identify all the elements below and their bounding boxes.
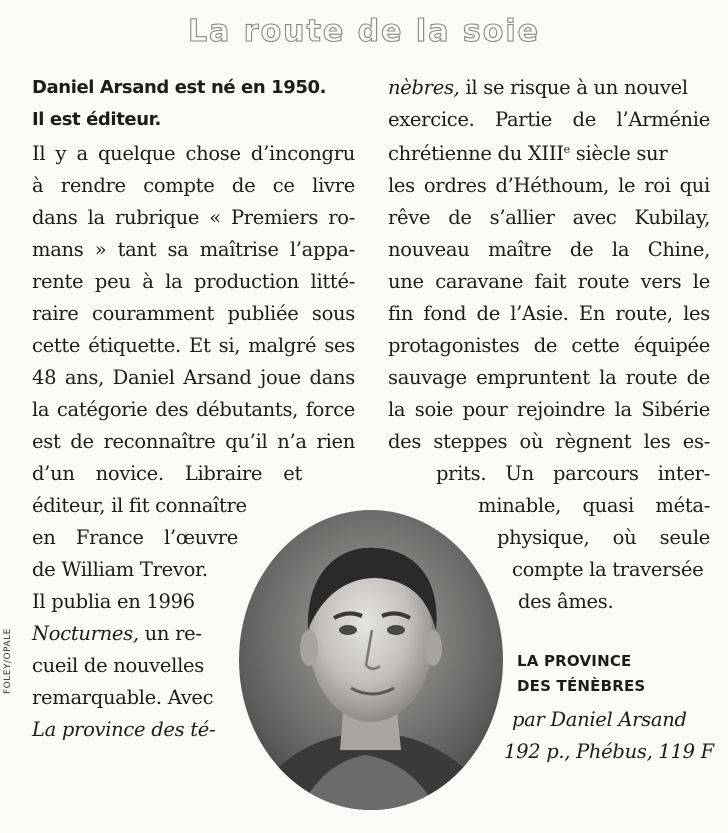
col1-line-book-title: La province des té- (32, 718, 216, 741)
nocturnes-title: Nocturnes, (32, 622, 139, 645)
book-title-line-1: LA PROVINCE (517, 652, 632, 670)
article-title: La route de la soie (187, 14, 541, 49)
col1-line: d’un novice. Libraire et (32, 462, 302, 485)
col2-line: rêve de s’allier avec Kubilay, (388, 206, 710, 229)
col1-line-nocturnes (32, 618, 232, 650)
col1-line: éditeur, il fit connaître (32, 494, 247, 517)
col1-line: Il y a quelque chose d’incongru (32, 142, 355, 165)
col2-line: la soie pour rejoindre la Sibérie (388, 398, 710, 421)
col2-line: minable, quasi méta- (478, 494, 710, 517)
book-title-line-2: DES TÉNÈBRES (517, 677, 646, 695)
author-intro-line-2: Il est éditeur. (32, 109, 161, 130)
col1-line: raire couramment publiée sous (32, 302, 355, 325)
author-intro-line-1: Daniel Arsand est né en 1950. (32, 77, 327, 98)
col1-line: à rendre compte de ce livre (32, 174, 355, 197)
col1-line: cueil de nouvelles (32, 654, 204, 677)
book-details: 192 p., Phébus, 119 F (504, 740, 714, 763)
col1-line: Il publia en 1996 (32, 590, 195, 613)
author-portrait (236, 510, 506, 820)
col2-line (388, 72, 710, 104)
col2-line: prits. Un parcours inter- (436, 462, 710, 485)
photo-credit: FOLEY/OPALE (3, 628, 13, 694)
col1-line: 48 ans, Daniel Arsand joue dans (32, 366, 355, 389)
col2-text: il se risque à un nouvel (459, 76, 688, 99)
book-title-fragment: nèbres, (388, 76, 460, 99)
col2-text: chrétienne du XIII (388, 142, 564, 165)
col1-line: de William Trevor. (32, 558, 208, 581)
col1-line: dans la rubrique « Premiers ro- (32, 206, 355, 229)
col2-line: des âmes. (518, 590, 614, 613)
col2-text: siècle sur (569, 142, 668, 165)
col2-line: nouveau maître de la Chine, (388, 238, 710, 261)
col2-line: une caravane fait route vers le (388, 270, 710, 293)
col2-line-century (388, 138, 710, 170)
col1-line: la catégorie des débutants, force (32, 398, 355, 421)
century-superscript: e (563, 143, 570, 156)
col2-line: physique, où seule (497, 526, 710, 549)
col1-line: cette étiquette. Et si, malgré ses (32, 334, 355, 357)
col2-line: fin fond de l’Asie. En route, les (388, 302, 710, 325)
col1-line: mans » tant sa maîtrise l’appa- (32, 238, 355, 261)
col1-line: remarquable. Avec (32, 686, 214, 709)
col2-line: sauvage empruntent la route de (388, 366, 710, 389)
col2-line: les ordres d’Héthoum, le roi qui (388, 174, 710, 197)
col1-text: un re- (144, 622, 202, 645)
col2-line: des steppes où règnent les es- (388, 430, 710, 453)
col1-line: en France l’œuvre (32, 526, 238, 549)
col2-line: protagonistes de cette équipée (388, 334, 710, 357)
col2-line: compte la traversée (512, 558, 704, 581)
book-author: par Daniel Arsand (512, 708, 687, 731)
col2-line: exercice. Partie de l’Arménie (388, 108, 710, 131)
col1-line: rente peu à la production litté- (32, 270, 355, 293)
col1-line: est de reconnaître qu’il n’a rien (32, 430, 355, 453)
